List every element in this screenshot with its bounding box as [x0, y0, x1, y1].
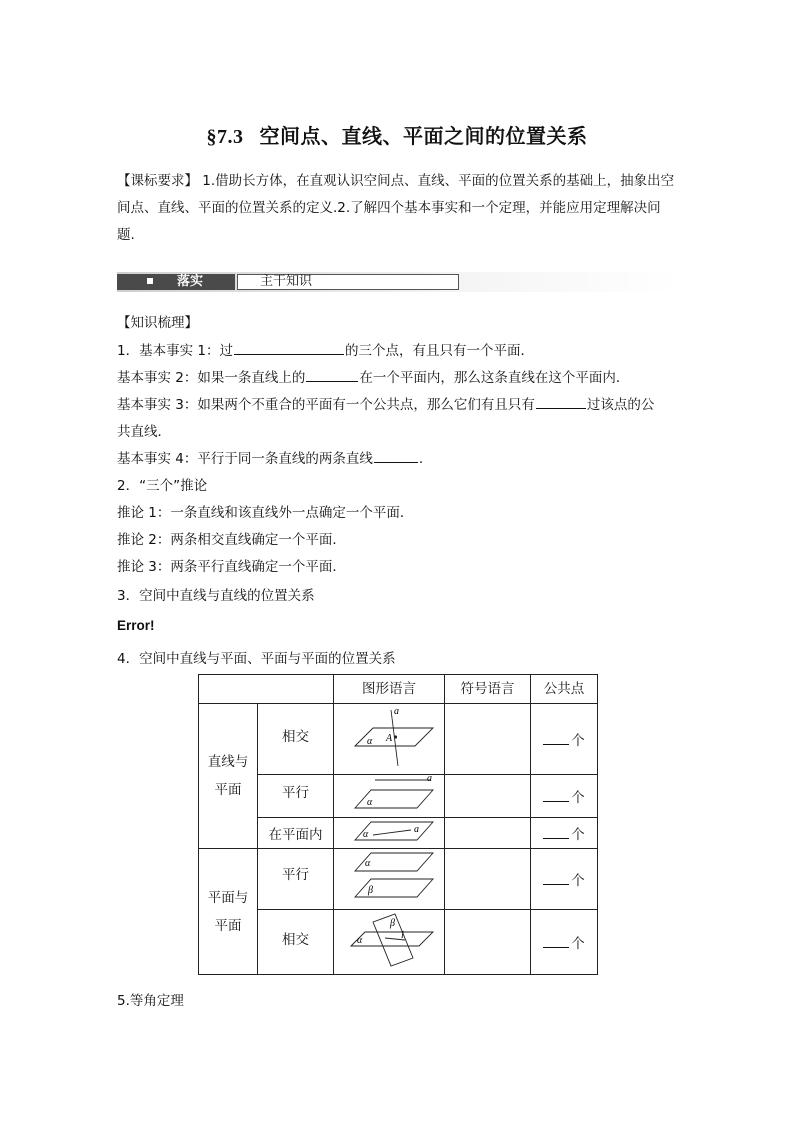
figure-plane-intersect	[334, 910, 445, 975]
symbol-cell	[445, 704, 531, 775]
fact-1: 1．基本事实 1：过 的三个点，有且只有一个平面．	[117, 338, 677, 365]
error-text: Error!	[117, 618, 155, 633]
common-cell: 个	[531, 849, 598, 910]
page-title	[0, 120, 794, 149]
fact-3: 基本事实 3：如果两个不重合的平面有一个公共点，那么它们有且只有 过该点的公	[117, 392, 677, 419]
fill-blank	[543, 732, 569, 745]
requirement-line-3: 题.	[117, 227, 135, 243]
label-alpha: α	[363, 829, 369, 840]
common-cell: 个	[531, 818, 598, 849]
row-parallel-label: 平行	[258, 775, 334, 818]
fill-blank	[536, 394, 586, 409]
common-cell: 个	[531, 704, 598, 775]
label-alpha: α	[367, 736, 373, 747]
row-intersect-label: 相交	[258, 704, 334, 775]
label-beta: β	[368, 885, 373, 896]
group-plane-plane: 平面与 平面	[199, 849, 258, 975]
row-in-plane-label: 在平面内	[258, 818, 334, 849]
group-line-plane: 直线与 平面	[199, 704, 258, 849]
label-a: a	[414, 824, 419, 835]
common-cell: 个	[531, 910, 598, 975]
header-symbol: 符号语言	[445, 675, 531, 704]
knowledge-heading: 【知识梳理】	[117, 315, 198, 331]
table-header-empty	[199, 675, 334, 704]
fact-4: 基本事实 4：平行于同一条直线的两条直线 .	[117, 446, 677, 473]
section-title: 空间点、直线、平面之间的位置关系	[259, 124, 588, 148]
banner-label: 主干知识	[237, 274, 459, 290]
requirement-line-1: 【课标要求】 1.借助长方体，在直观认识空间点、直线、平面的位置关系的基础上，抽象出空	[117, 173, 675, 189]
row-plane-parallel-label: 平行	[258, 849, 334, 910]
section-4-heading: 4．空间中直线与平面、平面与平面的位置关系	[117, 651, 396, 667]
section-number: §7.3	[206, 126, 244, 148]
label-alpha: α	[357, 935, 363, 946]
banner-tag: 落实	[117, 274, 235, 290]
table-row	[199, 910, 598, 975]
inference-3: 推论 3：两条平行直线确定一个平面．	[117, 559, 346, 575]
section-banner	[117, 272, 677, 292]
symbol-cell	[445, 849, 531, 910]
fact-3-continued: 共直线．	[117, 424, 171, 440]
fact-2: 基本事实 2：如果一条直线上的 在一个平面内，那么这条直线在这个平面内．	[117, 365, 677, 392]
table-row	[199, 775, 598, 818]
symbol-cell	[445, 775, 531, 818]
requirement-line-2: 间点、直线、平面的位置关系的定义.2.了解四个基本事实和一个定理，并能应用定理解决问	[117, 200, 661, 216]
header-common: 公共点	[531, 675, 598, 704]
label-alpha: α	[367, 797, 373, 808]
inference-1: 推论 1：一条直线和该直线外一点确定一个平面．	[117, 505, 414, 521]
line-in-plane-diagram	[335, 818, 443, 844]
section-5-heading: 5.等角定理	[117, 993, 184, 1009]
square-bullet-icon	[147, 278, 153, 284]
fill-blank	[543, 789, 569, 802]
fill-blank	[543, 872, 569, 885]
fill-blank	[543, 826, 569, 839]
fill-blank	[234, 340, 344, 355]
label-a: a	[427, 775, 432, 784]
label-point-A: A	[386, 733, 393, 744]
requirement-label: 【课标要求】	[117, 173, 198, 189]
figure-line-in-plane	[334, 818, 445, 849]
symbol-cell	[445, 818, 531, 849]
label-alpha: α	[365, 858, 371, 869]
fill-blank	[543, 935, 569, 948]
plane-parallel-diagram	[335, 849, 443, 905]
table-row	[199, 704, 598, 775]
line-parallel-plane-diagram	[335, 775, 443, 813]
label-l: l	[401, 930, 404, 941]
inference-2: 推论 2：两条相交直线确定一个平面．	[117, 532, 346, 548]
fill-blank	[306, 367, 358, 382]
row-plane-intersect-label: 相交	[258, 910, 334, 975]
common-cell: 个	[531, 775, 598, 818]
table-row	[199, 849, 598, 910]
label-beta: β	[390, 918, 395, 929]
inference-heading: 2．“三个”推论	[117, 478, 208, 494]
fill-blank	[374, 448, 418, 463]
plane-intersect-diagram	[335, 910, 443, 970]
figure-line-parallel-plane	[334, 775, 445, 818]
section-3-heading: 3．空间中直线与直线的位置关系	[117, 588, 315, 604]
table-row	[199, 818, 598, 849]
figure-plane-parallel	[334, 849, 445, 910]
symbol-cell	[445, 910, 531, 975]
label-a: a	[394, 706, 399, 717]
figure-line-intersect-plane	[334, 704, 445, 775]
line-intersect-plane-diagram	[335, 704, 443, 770]
relation-table	[198, 674, 598, 975]
header-figure: 图形语言	[334, 675, 445, 704]
table-header-row	[199, 675, 598, 704]
